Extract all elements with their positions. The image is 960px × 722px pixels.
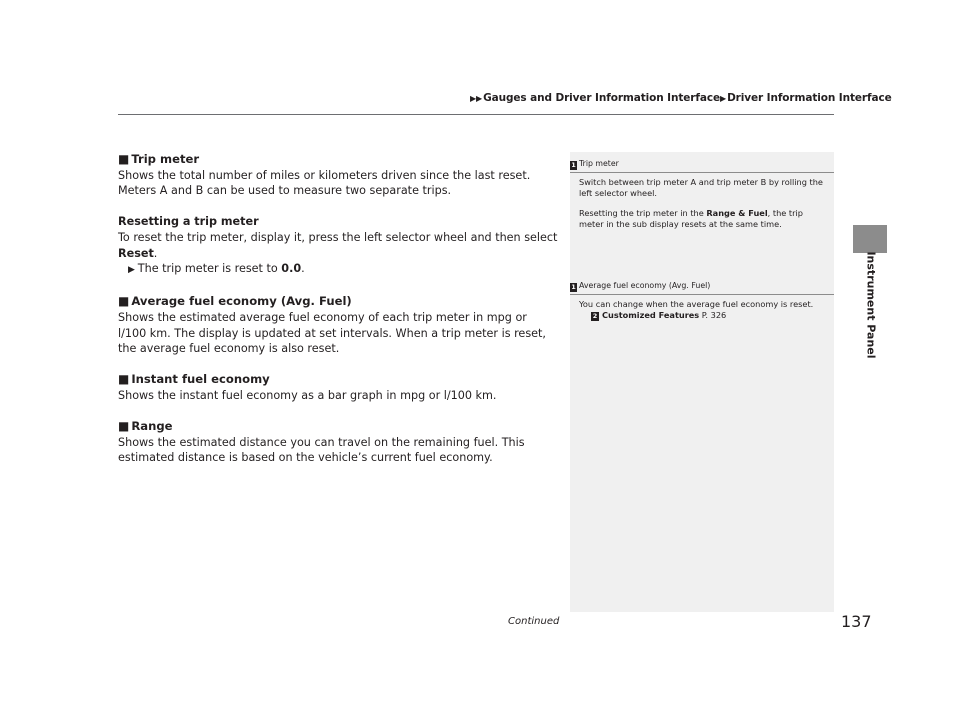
breadcrumb-item-driver-info[interactable]: Driver Information Interface bbox=[727, 92, 892, 104]
cross-reference-icon: 2 bbox=[592, 312, 598, 321]
header-rule bbox=[118, 114, 834, 115]
continued-label: Continued bbox=[508, 616, 560, 627]
square-bullet-icon: ■ bbox=[118, 372, 130, 387]
resetting-result: ▶ The trip meter is reset to 0.0. bbox=[128, 262, 305, 276]
instant-fuel-text: Shows the instant fuel economy as a bar graph in mpg or l/100 km. bbox=[118, 388, 497, 402]
breadcrumb bbox=[470, 92, 892, 104]
note-trip-meter bbox=[570, 152, 834, 239]
section-tab-marker bbox=[853, 225, 887, 253]
note-title: 1 Trip meter bbox=[570, 152, 834, 173]
range-text: Shows the estimated distance you can travel on the remaining fuel. This estimated distance is based on the vehicle’s current fuel economy. bbox=[118, 435, 525, 465]
heading-trip-meter: ■ Trip meter bbox=[118, 152, 200, 166]
square-bullet-icon: ■ bbox=[118, 419, 130, 434]
heading-range: ■ Range bbox=[118, 419, 173, 434]
note-text: Switch between trip meter A and trip meter B by rolling the left selector wheel. bbox=[579, 176, 823, 199]
cross-reference-link[interactable]: 2 Customized Features P. 326 bbox=[592, 310, 727, 321]
sidebar-notes bbox=[570, 152, 834, 612]
resetting-text: To reset the trip meter, display it, press the left selector wheel and then select Reset. bbox=[118, 230, 558, 260]
heading-resetting-trip-meter: Resetting a trip meter bbox=[118, 215, 259, 229]
note-number-icon: 1 bbox=[571, 282, 576, 291]
note-title: 1 Average fuel economy (Avg. Fuel) bbox=[570, 274, 834, 295]
breadcrumb-item-gauges[interactable]: Gauges and Driver Information Interface bbox=[483, 92, 720, 104]
triangle-right-icon: ▶ bbox=[720, 94, 727, 103]
heading-instant-fuel: ■ Instant fuel economy bbox=[118, 372, 270, 387]
note-text: You can change when the average fuel economy is reset. bbox=[579, 298, 814, 309]
heading-avg-fuel: ■ Average fuel economy (Avg. Fuel) bbox=[118, 294, 352, 309]
square-bullet-icon: ■ bbox=[118, 152, 130, 166]
page-number: 137 bbox=[841, 612, 872, 631]
trip-meter-text: Shows the total number of miles or kilometers driven since the last reset. Meters A and B can be used to measure two separate trips. bbox=[118, 168, 531, 198]
note-avg-fuel bbox=[570, 274, 834, 322]
section-tab-label: Instrument Panel bbox=[864, 251, 878, 359]
square-bullet-icon: ■ bbox=[118, 294, 130, 309]
main-content bbox=[118, 152, 558, 466]
avg-fuel-text: Shows the estimated average fuel economy of each trip meter in mpg or l/100 km. The display is updated at set intervals. When a trip meter is reset, the average fuel economy is also reset. bbox=[118, 310, 546, 356]
triangle-right-icon: ▶ bbox=[128, 265, 138, 276]
note-text: Resetting the trip meter in the Range & Fuel, the trip meter in the sub display resets at the same time. bbox=[579, 207, 803, 230]
note-number-icon: 1 bbox=[571, 160, 576, 169]
triangle-right-icon: ▶▶ bbox=[470, 94, 483, 103]
